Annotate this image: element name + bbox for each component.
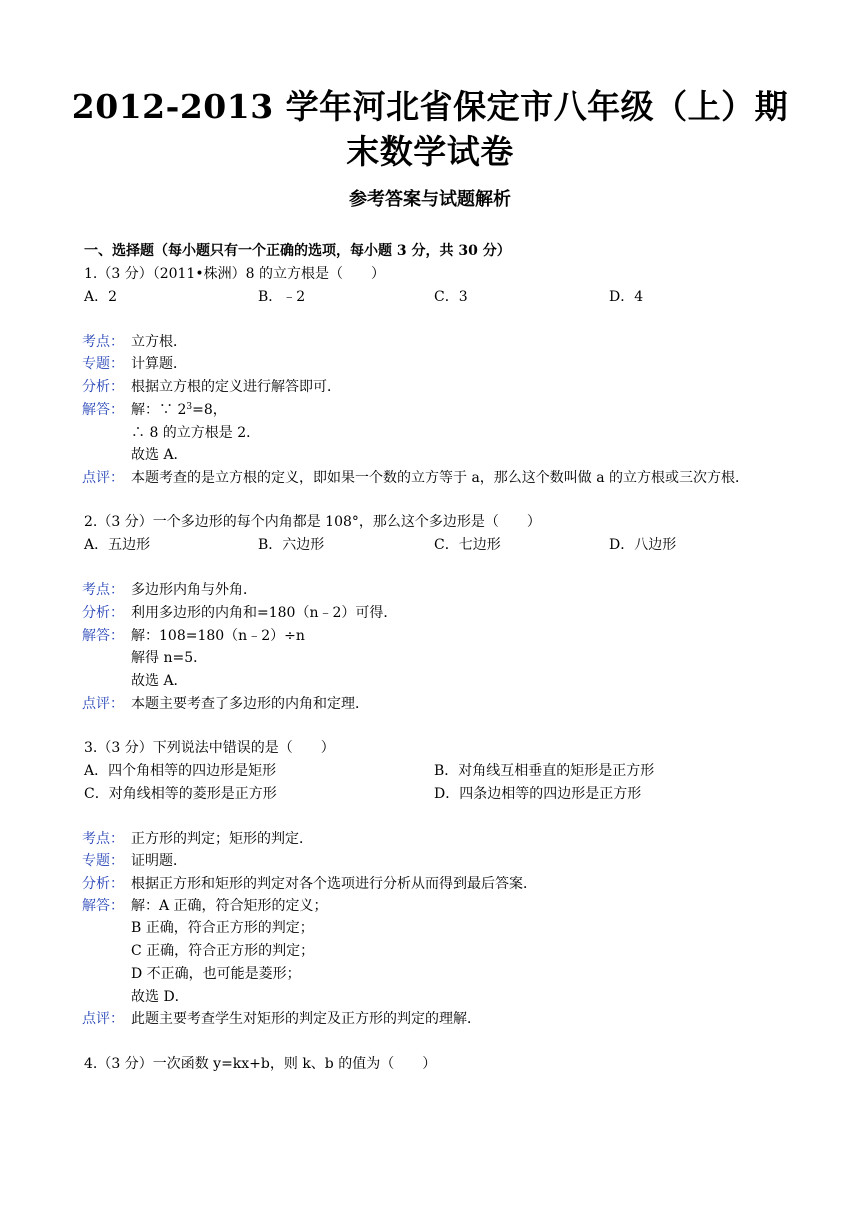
- q1-jieda-line-1-post: =8，: [192, 402, 227, 418]
- q3-dianping-text: 此题主要考查学生对矩形的判定及正方形的判定的理解．: [131, 1011, 481, 1027]
- q2-dianping-label: 点评：: [82, 696, 124, 712]
- q1-jieda-exponent: 3: [186, 402, 193, 412]
- question-1-option-c: C．3: [434, 289, 468, 305]
- q3-jieda-line-3: C 正确，符合正方形的判定；: [131, 943, 315, 959]
- q3-jieda-label: 解答：: [82, 898, 124, 914]
- q3-fenxi-text: 根据正方形和矩形的判定对各个选项进行分析从而得到最后答案．: [131, 876, 537, 892]
- q1-jieda-label: 解答：: [82, 402, 124, 418]
- q2-jieda-line-2: 解得 n=5．: [131, 650, 208, 666]
- q2-jieda-line-1: 解：108=180（n﹣2）÷n: [131, 628, 305, 644]
- q1-jieda-line-2: ∴ 8 的立方根是 2．: [131, 425, 261, 441]
- q3-jieda-line-2: B 正确，符合正方形的判定；: [131, 920, 314, 936]
- q2-jieda-label: 解答：: [82, 628, 124, 644]
- question-3-option-d: D．四条边相等的四边形是正方形: [434, 786, 642, 802]
- q1-fenxi-label: 分析：: [82, 379, 124, 395]
- question-2-option-b: B．六边形: [258, 537, 325, 553]
- q3-kaodian-label: 考点：: [82, 831, 124, 847]
- question-1-option-b: B．﹣2: [258, 289, 306, 305]
- section-heading: 一、选择题（每小题只有一个正确的选项，每小题 3 分，共 30 分）: [84, 243, 511, 259]
- q3-zhuanti-label: 专题：: [82, 853, 124, 869]
- question-3-option-b: B．对角线互相垂直的矩形是正方形: [434, 763, 655, 779]
- question-2-option-d: D．八边形: [609, 537, 677, 553]
- q3-kaodian-text: 正方形的判定；矩形的判定．: [131, 831, 313, 847]
- q1-dianping-text: 本题考查的是立方根的定义，即如果一个数的立方等于 a，那么这个数叫做 a 的立方根或三次方根．: [131, 470, 750, 486]
- question-3-stem: 3.（3 分）下列说法中错误的是（ ）: [84, 740, 335, 756]
- q3-dianping-label: 点评：: [82, 1011, 124, 1027]
- question-1-stem: 1.（3 分）（2011•株洲）8 的立方根是（ ）: [84, 266, 385, 282]
- document-title-line-1: 2012-2013 学年河北省保定市八年级（上）期: [71, 87, 789, 126]
- question-2-option-a: A．五边形: [84, 537, 151, 553]
- q2-fenxi-label: 分析：: [82, 605, 124, 621]
- question-2-stem: 2.（3 分）一个多边形的每个内角都是 108°，那么这个多边形是（ ）: [84, 514, 541, 530]
- question-1-option-a: A．2: [84, 289, 118, 305]
- q1-zhuanti-text: 计算题．: [131, 356, 187, 372]
- q1-jieda-line-3: 故选 A．: [131, 447, 188, 463]
- q2-kaodian-text: 多边形内角与外角．: [131, 582, 257, 598]
- question-4-stem: 4.（3 分）一次函数 y=kx+b，则 k、b 的值为（ ）: [84, 1056, 437, 1072]
- q1-zhuanti-label: 专题：: [82, 356, 124, 372]
- q3-jieda-line-4: D 不正确，也可能是菱形；: [131, 966, 301, 982]
- question-2-option-c: C．七边形: [434, 537, 501, 553]
- q3-jieda-line-1: 解：A 正确，符合矩形的定义；: [131, 898, 328, 914]
- q2-jieda-line-3: 故选 A．: [131, 673, 188, 689]
- q1-kaodian-label: 考点：: [82, 334, 124, 350]
- question-1-option-d: D．4: [609, 289, 644, 305]
- q1-jieda-line-1: [131, 400, 227, 420]
- question-3-option-a: A．四个角相等的四边形是矩形: [84, 763, 277, 779]
- q2-fenxi-text: 利用多边形的内角和=180（n﹣2）可得．: [131, 605, 398, 621]
- q3-jieda-line-5: 故选 D．: [131, 989, 189, 1005]
- q1-kaodian-text: 立方根．: [131, 334, 187, 350]
- q1-fenxi-text: 根据立方根的定义进行解答即可．: [131, 379, 341, 395]
- q2-dianping-text: 本题主要考查了多边形的内角和定理．: [131, 696, 369, 712]
- question-3-option-c: C．对角线相等的菱形是正方形: [84, 786, 277, 802]
- document-title-line-2: 末数学试卷: [346, 132, 514, 171]
- document-subtitle: 参考答案与试题解析: [349, 189, 511, 210]
- q3-zhuanti-text: 证明题．: [131, 853, 187, 869]
- q2-kaodian-label: 考点：: [82, 582, 124, 598]
- q1-dianping-label: 点评：: [82, 470, 124, 486]
- q1-jieda-line-1-pre: 解：∵ 2: [131, 402, 187, 418]
- q3-fenxi-label: 分析：: [82, 876, 124, 892]
